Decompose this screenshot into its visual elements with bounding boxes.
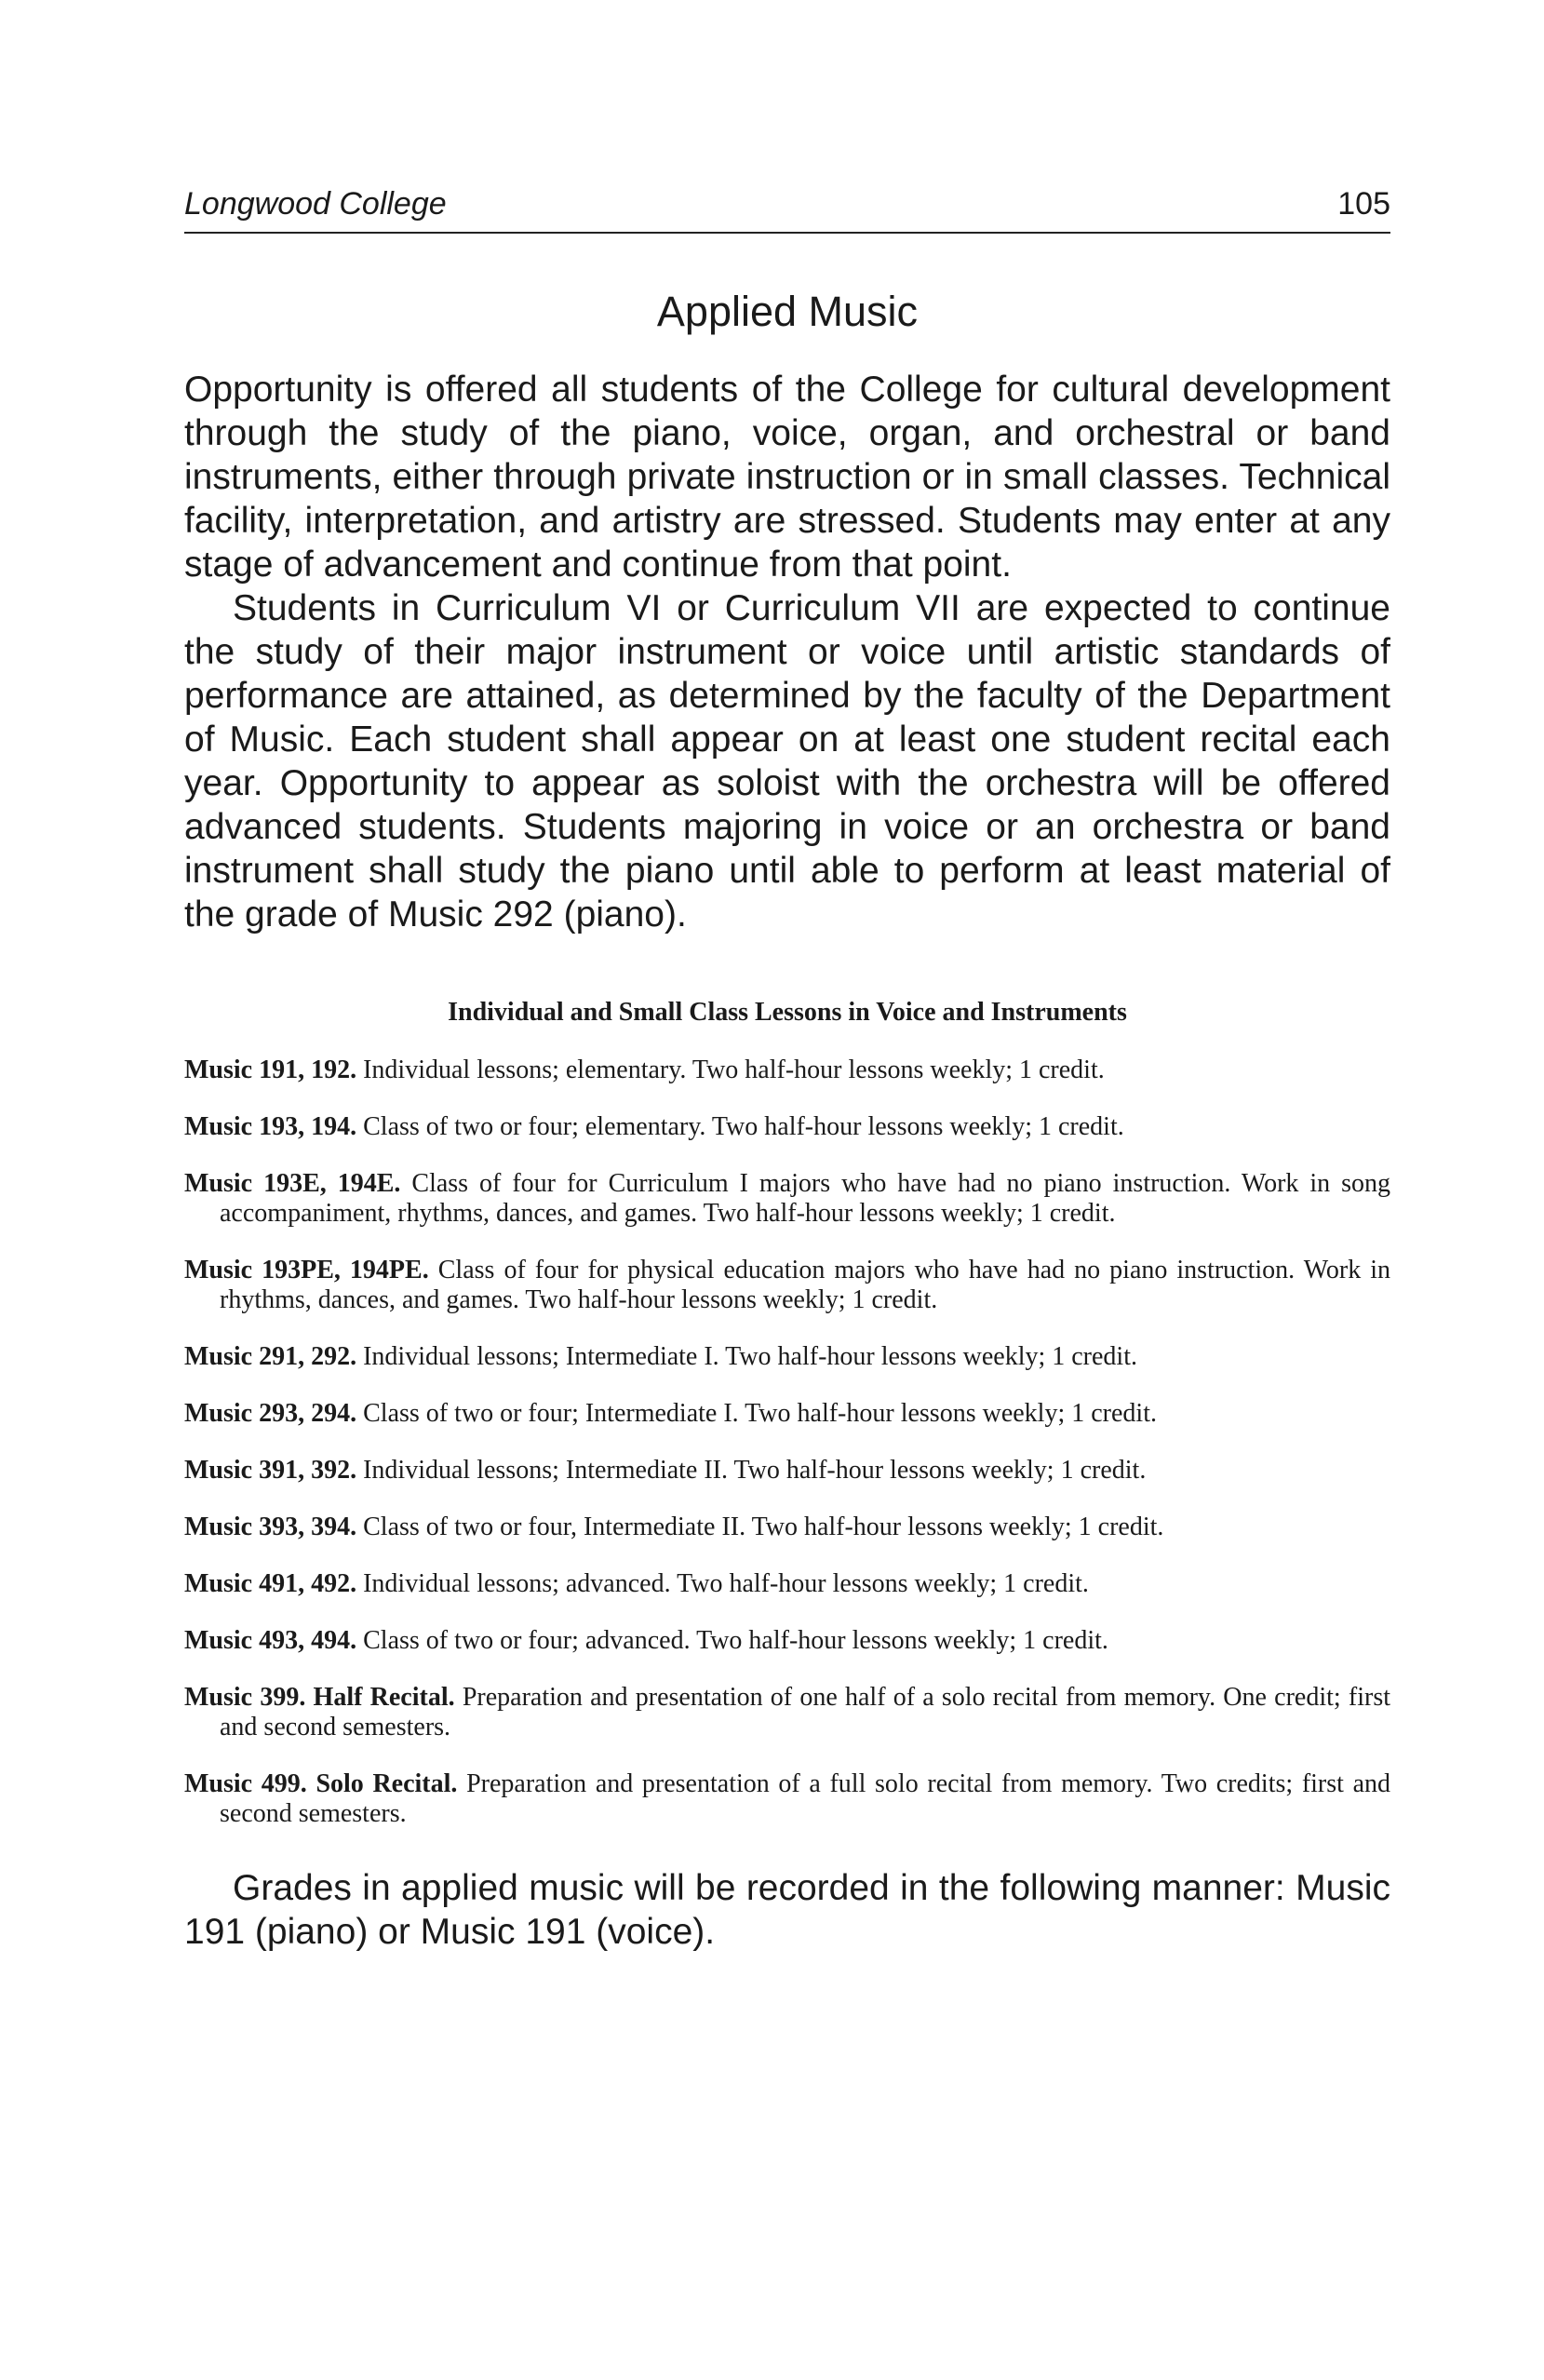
course-description: Class of four for Curriculum I majors who have had no piano instruction. Work in song accompaniment, rhythms, dances, and games. Two half-hour lessons weekly; 1 credit.	[220, 1169, 1391, 1228]
course-number: Music 499.	[184, 1769, 307, 1798]
course-number: Music 493, 494.	[184, 1626, 357, 1655]
running-head	[184, 186, 1390, 234]
course-entry	[184, 1342, 1390, 1372]
course-number: Music 293, 294.	[184, 1399, 357, 1428]
course-description: Class of two or four; advanced. Two half-hour lessons weekly; 1 credit.	[363, 1626, 1108, 1655]
course-description: Preparation and presentation of one half of a solo recital from memory. One credit; first and second semesters.	[220, 1683, 1391, 1741]
course-description: Individual lessons; elementary. Two half-hour lessons weekly; 1 credit.	[363, 1056, 1105, 1084]
course-list	[184, 1056, 1390, 1829]
section-title: Applied Music	[656, 288, 919, 335]
course-entry	[184, 1626, 1390, 1656]
course-description: Class of two or four; elementary. Two half-hour lessons weekly; 1 credit.	[363, 1112, 1124, 1141]
course-entry	[184, 1399, 1390, 1429]
course-number: Music 291, 292.	[184, 1342, 357, 1371]
course-entry	[184, 1683, 1390, 1742]
course-description: Preparation and presentation of a full solo recital from memory. Two credits; first and second semesters.	[220, 1769, 1391, 1828]
course-description: Class of four for physical education majors who have had no piano instruction. Work in rhythms, dances, and games. Two half-hour lessons weekly; 1 credit.	[220, 1256, 1391, 1314]
requirements-paragraph: Students in Curriculum VI or Curriculum VII are expected to continue the study of their major instrument or voice until artistic standards of performance are attained, as determined by the faculty of the Department of Music. Each student shall appear on at least one student recital each year. Opportunity to appear as soloist with the orchestra will be offered advanced students. Students majoring in voice or an orchestra or band instrument shall study the piano until able to perform at least material of the grade of Music 292 (piano).	[184, 588, 1390, 935]
course-number: Music 193PE, 194PE.	[184, 1256, 429, 1284]
course-number: Music 393, 394.	[184, 1513, 357, 1541]
intro-paragraph: Opportunity is offered all students of the College for cultural development through the study of the piano, voice, organ, and orchestral or band instruments, either through private instruction or in small classes. Technical facility, interpretation, and artistry are stressed. Students may enter at any stage of advancement and continue from that point.	[184, 370, 1390, 585]
course-entry	[184, 1769, 1390, 1829]
college-name: Longwood College	[184, 186, 447, 222]
course-number: Music 399.	[184, 1683, 306, 1712]
course-number: Music 193, 194.	[184, 1112, 357, 1141]
course-entry	[184, 1056, 1390, 1085]
subsection-title: Individual and Small Class Lessons in Voice and Instruments	[448, 998, 1127, 1027]
course-number: Music 491, 492.	[184, 1569, 357, 1598]
catalog-page	[184, 186, 1390, 1990]
course-description: Individual lessons; Intermediate II. Two half-hour lessons weekly; 1 credit.	[363, 1456, 1147, 1485]
course-description: Individual lessons; Intermediate I. Two half-hour lessons weekly; 1 credit.	[363, 1342, 1137, 1371]
course-entry	[184, 1169, 1390, 1229]
course-entry	[184, 1569, 1390, 1599]
course-entry	[184, 1112, 1390, 1142]
course-description: Class of two or four; Intermediate I. Two half-hour lessons weekly; 1 credit.	[363, 1399, 1157, 1428]
course-entry	[184, 1456, 1390, 1486]
course-number: Music 193E, 194E.	[184, 1169, 401, 1198]
course-number: Music 391, 392.	[184, 1456, 357, 1485]
page-number: 105	[1337, 186, 1390, 222]
course-description: Individual lessons; advanced. Two half-hour lessons weekly; 1 credit.	[363, 1569, 1089, 1598]
course-entry	[184, 1513, 1390, 1542]
course-description: Class of two or four, Intermediate II. Two half-hour lessons weekly; 1 credit.	[363, 1513, 1164, 1541]
course-title: Solo Recital.	[316, 1769, 458, 1798]
course-number: Music 191, 192.	[184, 1056, 357, 1084]
course-title: Half Recital.	[313, 1683, 455, 1712]
course-entry	[184, 1256, 1390, 1315]
grading-note: Grades in applied music will be recorded in the following manner: Music 191 (piano) or Music 191 (voice).	[184, 1868, 1390, 1952]
